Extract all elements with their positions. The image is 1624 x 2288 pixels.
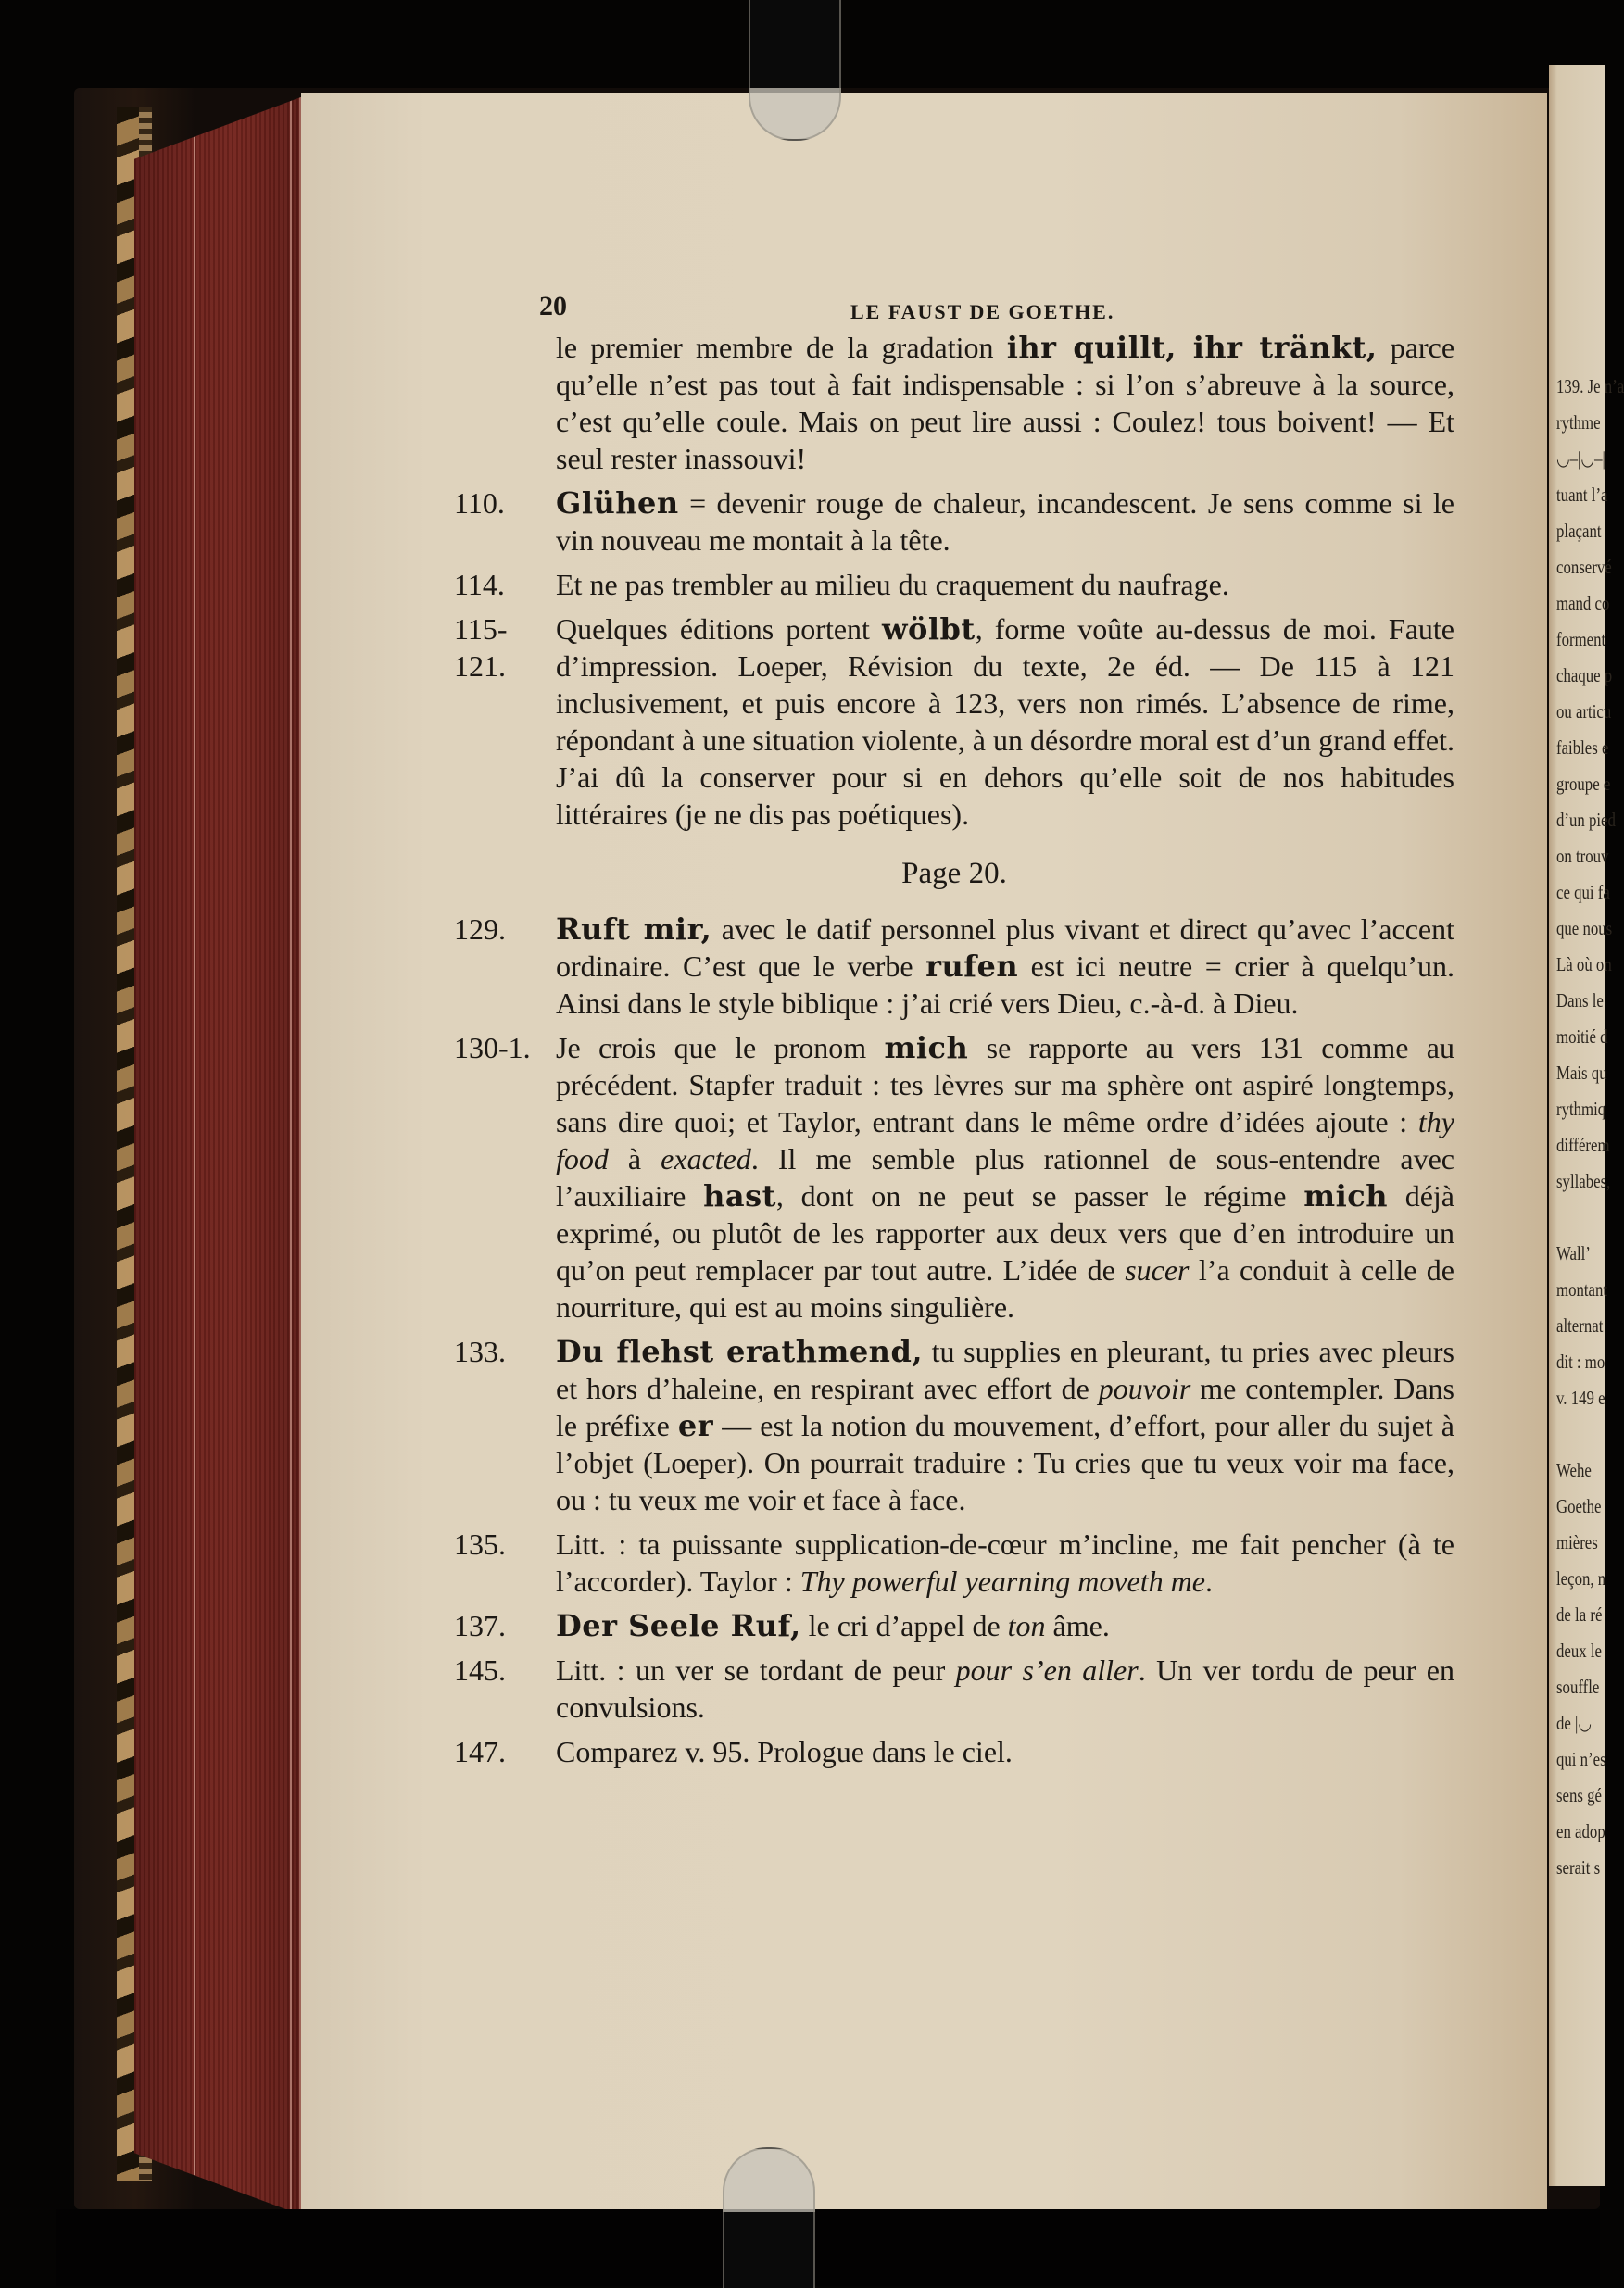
adjacent-text-fragment: conservé bbox=[1556, 556, 1612, 578]
italic-term: pouvoir bbox=[1098, 1372, 1191, 1405]
text-run: . Un ver tordu de peur en convulsions. bbox=[556, 1653, 1455, 1724]
note-body bbox=[556, 484, 1454, 559]
note-entry bbox=[454, 1652, 1454, 1726]
adjacent-text-fragment: mières bbox=[1556, 1531, 1598, 1553]
italic-term: ton bbox=[1007, 1609, 1046, 1642]
page-text bbox=[454, 283, 1454, 1770]
text-run: , dont on ne peut se passer le régime bbox=[775, 1179, 1304, 1213]
adjacent-text-fragment: rythmiq bbox=[1556, 1098, 1606, 1120]
continuation-paragraph bbox=[454, 329, 1454, 477]
adjacent-text-fragment: deux le bbox=[1556, 1640, 1602, 1662]
text-run: = devenir rouge de chaleur, incandescent. Je sens comme si le vin nouveau me montait à la tête. bbox=[556, 486, 1454, 557]
page-edge-line bbox=[290, 95, 292, 2217]
text-run: âme. bbox=[1045, 1609, 1110, 1642]
verse-number: 145. bbox=[454, 1653, 506, 1687]
adjacent-text-fragment: souffle bbox=[1556, 1676, 1600, 1698]
note-body bbox=[556, 610, 1454, 833]
note-entry bbox=[454, 1333, 1454, 1518]
german-term: mich bbox=[1303, 1178, 1388, 1213]
german-term: wölbt bbox=[881, 611, 976, 647]
italic-term: exacted bbox=[661, 1142, 751, 1175]
text-run: le cri d’appel de bbox=[800, 1609, 1008, 1642]
verse-number: 110. bbox=[454, 486, 505, 520]
adjacent-text-fragment: Wehe bbox=[1556, 1459, 1592, 1481]
note-body bbox=[556, 1526, 1454, 1600]
adjacent-text-fragment: différem bbox=[1556, 1134, 1610, 1156]
italic-term: Thy powerful yearning moveth me bbox=[799, 1565, 1205, 1598]
adjacent-text-fragment: ou articu bbox=[1556, 700, 1612, 723]
adjacent-text-fragment: moitié d bbox=[1556, 1025, 1608, 1048]
note-body bbox=[556, 1333, 1454, 1518]
red-page-edges bbox=[134, 95, 306, 2217]
adjacent-text-fragment: que nous bbox=[1556, 917, 1613, 939]
adjacent-text-fragment: de la ré bbox=[1556, 1603, 1603, 1626]
adjacent-text-fragment: en adop bbox=[1556, 1820, 1605, 1842]
adjacent-text-fragment: chaque p bbox=[1556, 664, 1613, 686]
notes-list bbox=[454, 911, 1454, 1770]
text-run: l’a conduit à celle de nourriture, qui est au moins singulière. bbox=[556, 1253, 1455, 1324]
text-run: . bbox=[1204, 1565, 1213, 1598]
running-head bbox=[454, 283, 1454, 329]
adjacent-text-fragment: groupe e bbox=[1556, 773, 1611, 795]
adjacent-text-fragment: alternat bbox=[1556, 1314, 1604, 1337]
page-edge-line bbox=[194, 95, 195, 2217]
text-run: me contempler. Dans le préfixe bbox=[556, 1372, 1455, 1442]
german-term: ihr quillt, ihr tränkt, bbox=[1006, 330, 1378, 365]
verse-number: 133. bbox=[454, 1335, 506, 1368]
text-run: Quelques éditions portent bbox=[556, 612, 882, 646]
text-run: déjà exprimé, ou plutôt de les rapporter aux deux vers que d’en introduire un qu’on peut remplacer par tout autre. L’idée de bbox=[556, 1179, 1455, 1287]
adjacent-text-fragment: plaçant bbox=[1556, 520, 1602, 542]
background-shadow bbox=[56, 2209, 1600, 2286]
adjacent-text-fragment: sens gé bbox=[1556, 1784, 1602, 1806]
note-entry bbox=[454, 1029, 1454, 1326]
adjacent-text-fragment: serait s bbox=[1556, 1856, 1601, 1879]
text-run: Je crois que le pronom bbox=[556, 1031, 885, 1064]
text-run: tu supplies en pleurant, tu pries avec pleurs et hors d’haleine, en respirant avec effort de bbox=[556, 1335, 1455, 1405]
adjacent-text-fragment: forment bbox=[1556, 628, 1606, 650]
text-run: Et ne pas trembler au milieu du craquement du naufrage. bbox=[556, 568, 1229, 601]
verse-number: 147. bbox=[454, 1735, 506, 1768]
text-run: — est la notion du mouvement, d’effort, pour aller du sujet à l’objet (Loeper). On pourrait traduire : Tu cries que tu veux voir ma face, ou : tu veux me voir et face à face. bbox=[556, 1409, 1455, 1516]
text-run: le premier membre de la gradation bbox=[556, 331, 1007, 364]
note-entry bbox=[454, 484, 1454, 559]
verse-number: 137. bbox=[454, 1609, 506, 1642]
adjacent-page bbox=[1549, 65, 1624, 2186]
verse-number: 114. bbox=[454, 568, 505, 601]
adjacent-text-fragment: leçon, n bbox=[1556, 1567, 1606, 1590]
german-term: Ruft mir, bbox=[556, 911, 712, 947]
german-term: rufen bbox=[925, 949, 1019, 984]
adjacent-text-fragment: ◡–|◡–| bbox=[1556, 447, 1605, 470]
adjacent-text-fragment: Goethe bbox=[1556, 1495, 1602, 1517]
german-term: Der Seele Ruf, bbox=[556, 1608, 801, 1643]
adjacent-text-fragment: de |◡ bbox=[1556, 1712, 1593, 1734]
german-term: Du flehst erathmend, bbox=[556, 1334, 923, 1369]
note-body bbox=[556, 1607, 1454, 1644]
note-body bbox=[556, 1733, 1454, 1770]
adjacent-text-fragment: qui n’es bbox=[1556, 1748, 1606, 1770]
adjacent-text-fragment: Dans le bbox=[1556, 989, 1604, 1012]
adjacent-text-fragment: d’un pied bbox=[1556, 809, 1616, 831]
note-entry bbox=[454, 1607, 1454, 1644]
note-entry bbox=[454, 1733, 1454, 1770]
adjacent-text-fragment: mand co bbox=[1556, 592, 1610, 614]
note-body bbox=[556, 1029, 1454, 1326]
text-run: à bbox=[608, 1142, 661, 1175]
text-run: Litt. : ta puissante supplication-de-cœur m’incline, me fait pencher (à te l’accorder). Taylor : bbox=[556, 1527, 1454, 1598]
running-title: LE FAUST DE GOETHE. bbox=[850, 300, 1115, 323]
text-run: se rapporte au vers 131 comme au précédent. Stapfer traduit : tes lèvres sur ma sphère ont aspiré longtemps, sans dire quoi; et Taylor, entrant dans le même ordre d’idées ajoute : bbox=[556, 1031, 1455, 1138]
german-term: mich bbox=[884, 1030, 969, 1065]
verse-number: 135. bbox=[454, 1527, 506, 1561]
adjacent-text-fragment: tuant l’a bbox=[1556, 484, 1608, 506]
italic-term: pour s’en aller bbox=[955, 1653, 1139, 1687]
note-entry bbox=[454, 911, 1454, 1022]
note-body bbox=[556, 1652, 1454, 1726]
adjacent-text-fragment: 139. Je n’a bbox=[1556, 375, 1624, 397]
adjacent-text-fragment: Wall’ bbox=[1556, 1242, 1591, 1264]
note-body bbox=[556, 566, 1454, 603]
adjacent-text-fragment: rythme bbox=[1556, 411, 1601, 434]
adjacent-text-fragment: dit : mo bbox=[1556, 1351, 1605, 1373]
page-clip-bottom bbox=[723, 2147, 815, 2288]
adjacent-text-fragment: ce qui fa bbox=[1556, 881, 1610, 903]
notes-list bbox=[454, 484, 1454, 833]
german-term: Glühen bbox=[556, 485, 679, 521]
adjacent-text-fragment: v. 149 e bbox=[1556, 1387, 1605, 1409]
adjacent-text-fragment: Mais qu bbox=[1556, 1062, 1607, 1084]
german-term: er bbox=[677, 1408, 714, 1443]
note-entry bbox=[454, 610, 1454, 833]
text-run: est ici neutre = crier à quelqu’un. Ainsi dans le style biblique : j’ai crié vers Dieu, c.-à-d. à Dieu. bbox=[556, 949, 1455, 1020]
verse-number: 129. bbox=[454, 912, 506, 946]
text-run: Comparez v. 95. Prologue dans le ciel. bbox=[556, 1735, 1013, 1768]
section-heading: Page 20. bbox=[901, 857, 1007, 890]
adjacent-text-fragment: Là où on bbox=[1556, 953, 1612, 975]
italic-term: thy food bbox=[556, 1105, 1454, 1175]
adjacent-text-fragment: faibles e bbox=[1556, 736, 1609, 759]
german-term: hast bbox=[703, 1178, 776, 1213]
verse-number: 115-121. bbox=[454, 612, 508, 683]
text-run: parce qu’elle n’est pas tout à fait indispensable : si l’on s’abreuve à la source, c’est qu’elle coule. Mais on peut lire aussi : Coulez! tous boivent! — Et seul rester inassouvi! bbox=[556, 331, 1455, 475]
note-entry bbox=[454, 1526, 1454, 1600]
adjacent-text-fragment: montant bbox=[1556, 1278, 1608, 1301]
verse-number: 130-1. bbox=[454, 1031, 531, 1064]
text-run: , forme voûte au-dessus de moi. Faute d’impression. Loeper, Révision du texte, 2e éd. — De 115 à 121 inclusivement, et puis encore à 123, vers non rimés. L’absence de rime, répondant à une situation violente, à un désordre moral est d’un grand effet. J’ai dû la conserver pour si en dehors qu’elle soit de nos habitudes littéraires (je ne dis pas poétiques). bbox=[556, 612, 1454, 831]
italic-term: sucer bbox=[1125, 1253, 1190, 1287]
note-entry bbox=[454, 566, 1454, 603]
page-number: 20 bbox=[539, 291, 567, 321]
note-body bbox=[556, 911, 1454, 1022]
text-run: Litt. : un ver se tordant de peur bbox=[556, 1653, 956, 1687]
adjacent-text-fragment: syllabes, bbox=[1556, 1170, 1611, 1192]
adjacent-text-fragment: on trouv bbox=[1556, 845, 1609, 867]
text-run: avec le datif personnel plus vivant et direct qu’avec l’accent ordinaire. C’est que le verbe bbox=[556, 912, 1455, 983]
text-run: . Il me semble plus rationnel de sous-entendre avec l’auxiliaire bbox=[556, 1142, 1454, 1213]
page-clip-top bbox=[749, 0, 841, 141]
